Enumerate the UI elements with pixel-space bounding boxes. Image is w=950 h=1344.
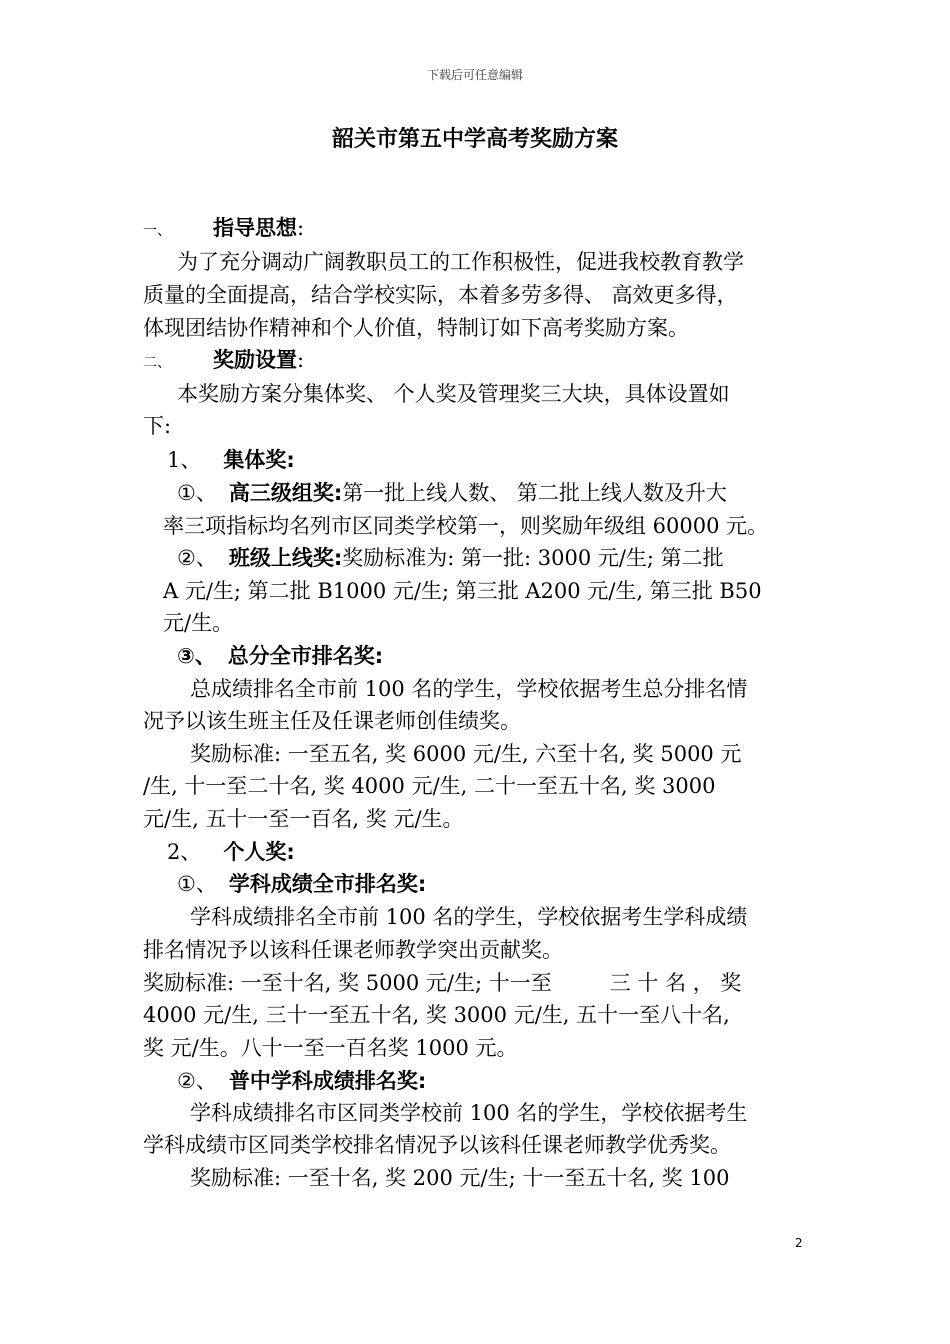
paragraph-line: 排名情况予以该科任课老师教学突出贡献奖。 (143, 938, 563, 962)
award-label: 总分全市排名奖: (227, 644, 384, 668)
paragraph-line: 下: (143, 414, 172, 438)
subsection-heading: 2、 个人奖: (167, 840, 295, 864)
section-number: 一、 (143, 223, 171, 239)
paragraph-line: 质量的全面提高，结合学校实际，本着多劳多得、 高效更多得， (143, 283, 738, 307)
award-item: ①、 高三级组奖:第一批上线人数、 第二批上线人数及升大 (177, 481, 727, 505)
paragraph-line: 率三项指标均名列市区同类学校第一，则奖励年级组 60000 元。 (163, 514, 769, 538)
award-item: ①、 学科成绩全市排名奖: (177, 872, 427, 896)
award-label: 普中学科成绩排名奖: (228, 1069, 427, 1093)
paragraph-line: 总成绩排名全市前 100 名的学生，学校依据考生总分排名情 (190, 677, 748, 701)
paragraph-line: A 元/生; 第二批 B1000 元/生; 第三批 A200 元/生, 第三批 B50 (163, 579, 762, 603)
paragraph-line: 况予以该生班主任及任课老师创佳绩奖。 (143, 709, 521, 733)
section-title: 指导思想 (213, 216, 297, 240)
award-label: 高三级组奖: (228, 481, 343, 505)
award-item: ②、 班级上线奖:奖励标准为: 第一批: 3000 元/生; 第二批 (177, 546, 724, 570)
paragraph-line: 奖励标准: 一至五名, 奖 6000 元/生, 六至十名, 奖 5000 元 (190, 742, 742, 766)
award-item: ③、 总分全市排名奖: (177, 644, 384, 668)
paragraph-line: 本奖励方案分集体奖、 个人奖及管理奖三大块，具体设置如 (177, 382, 730, 406)
paragraph-line: 为了充分调动广阔教职员工的工作积极性，促进我校教育教学 (177, 250, 744, 274)
section-heading-1: 一、 指导思想: (143, 216, 305, 240)
document-title: 韶关市第五中学高考奖励方案 (331, 127, 618, 152)
paragraph-line: 学科成绩排名全市前 100 名的学生，学校依据考生学科成绩 (190, 905, 748, 929)
subsection-heading: 1、 集体奖: (167, 448, 295, 472)
paragraph-line: 奖 元/生。八十一至一百名奖 1000 元。 (143, 1036, 518, 1060)
paragraph-line: 体现团结协作精神和个人价值，特制订如下高考奖励方案。 (143, 316, 689, 340)
page-number: 2 (795, 1236, 803, 1250)
section-number: 二、 (143, 355, 171, 371)
award-label: 班级上线奖: (228, 546, 343, 570)
paragraph-line: 元/生。 (163, 611, 234, 635)
award-item: ②、 普中学科成绩排名奖: (177, 1069, 427, 1093)
paragraph-line: 学科成绩市区同类学校排名情况予以该科任课老师教学优秀奖。 (143, 1133, 731, 1157)
paragraph-line: 奖励标准: 一至十名, 奖 200 元/生; 十一至五十名, 奖 100 (190, 1166, 730, 1190)
section-title: 奖励设置 (213, 348, 297, 372)
section-heading-2: 二、 奖励设置: (143, 348, 305, 372)
paragraph-line: 元/生, 五十一至一百名, 奖 元/生。 (143, 807, 464, 831)
paragraph-line: 奖励标准: 一至十名, 奖 5000 元/生; 十一至 三 十 名 ， 奖 (143, 971, 742, 995)
page-header: 下载后可任意编辑 (426, 68, 523, 82)
award-label: 学科成绩全市排名奖: (228, 872, 427, 896)
paragraph-line: 学科成绩排名市区同类学校前 100 名的学生，学校依据考生 (190, 1101, 748, 1125)
paragraph-line: /生, 十一至二十名, 奖 4000 元/生, 二十一至五十名, 奖 3000 (143, 774, 716, 798)
paragraph-line: 4000 元/生, 三十一至五十名, 奖 3000 元/生, 五十一至八十名, (143, 1003, 730, 1027)
